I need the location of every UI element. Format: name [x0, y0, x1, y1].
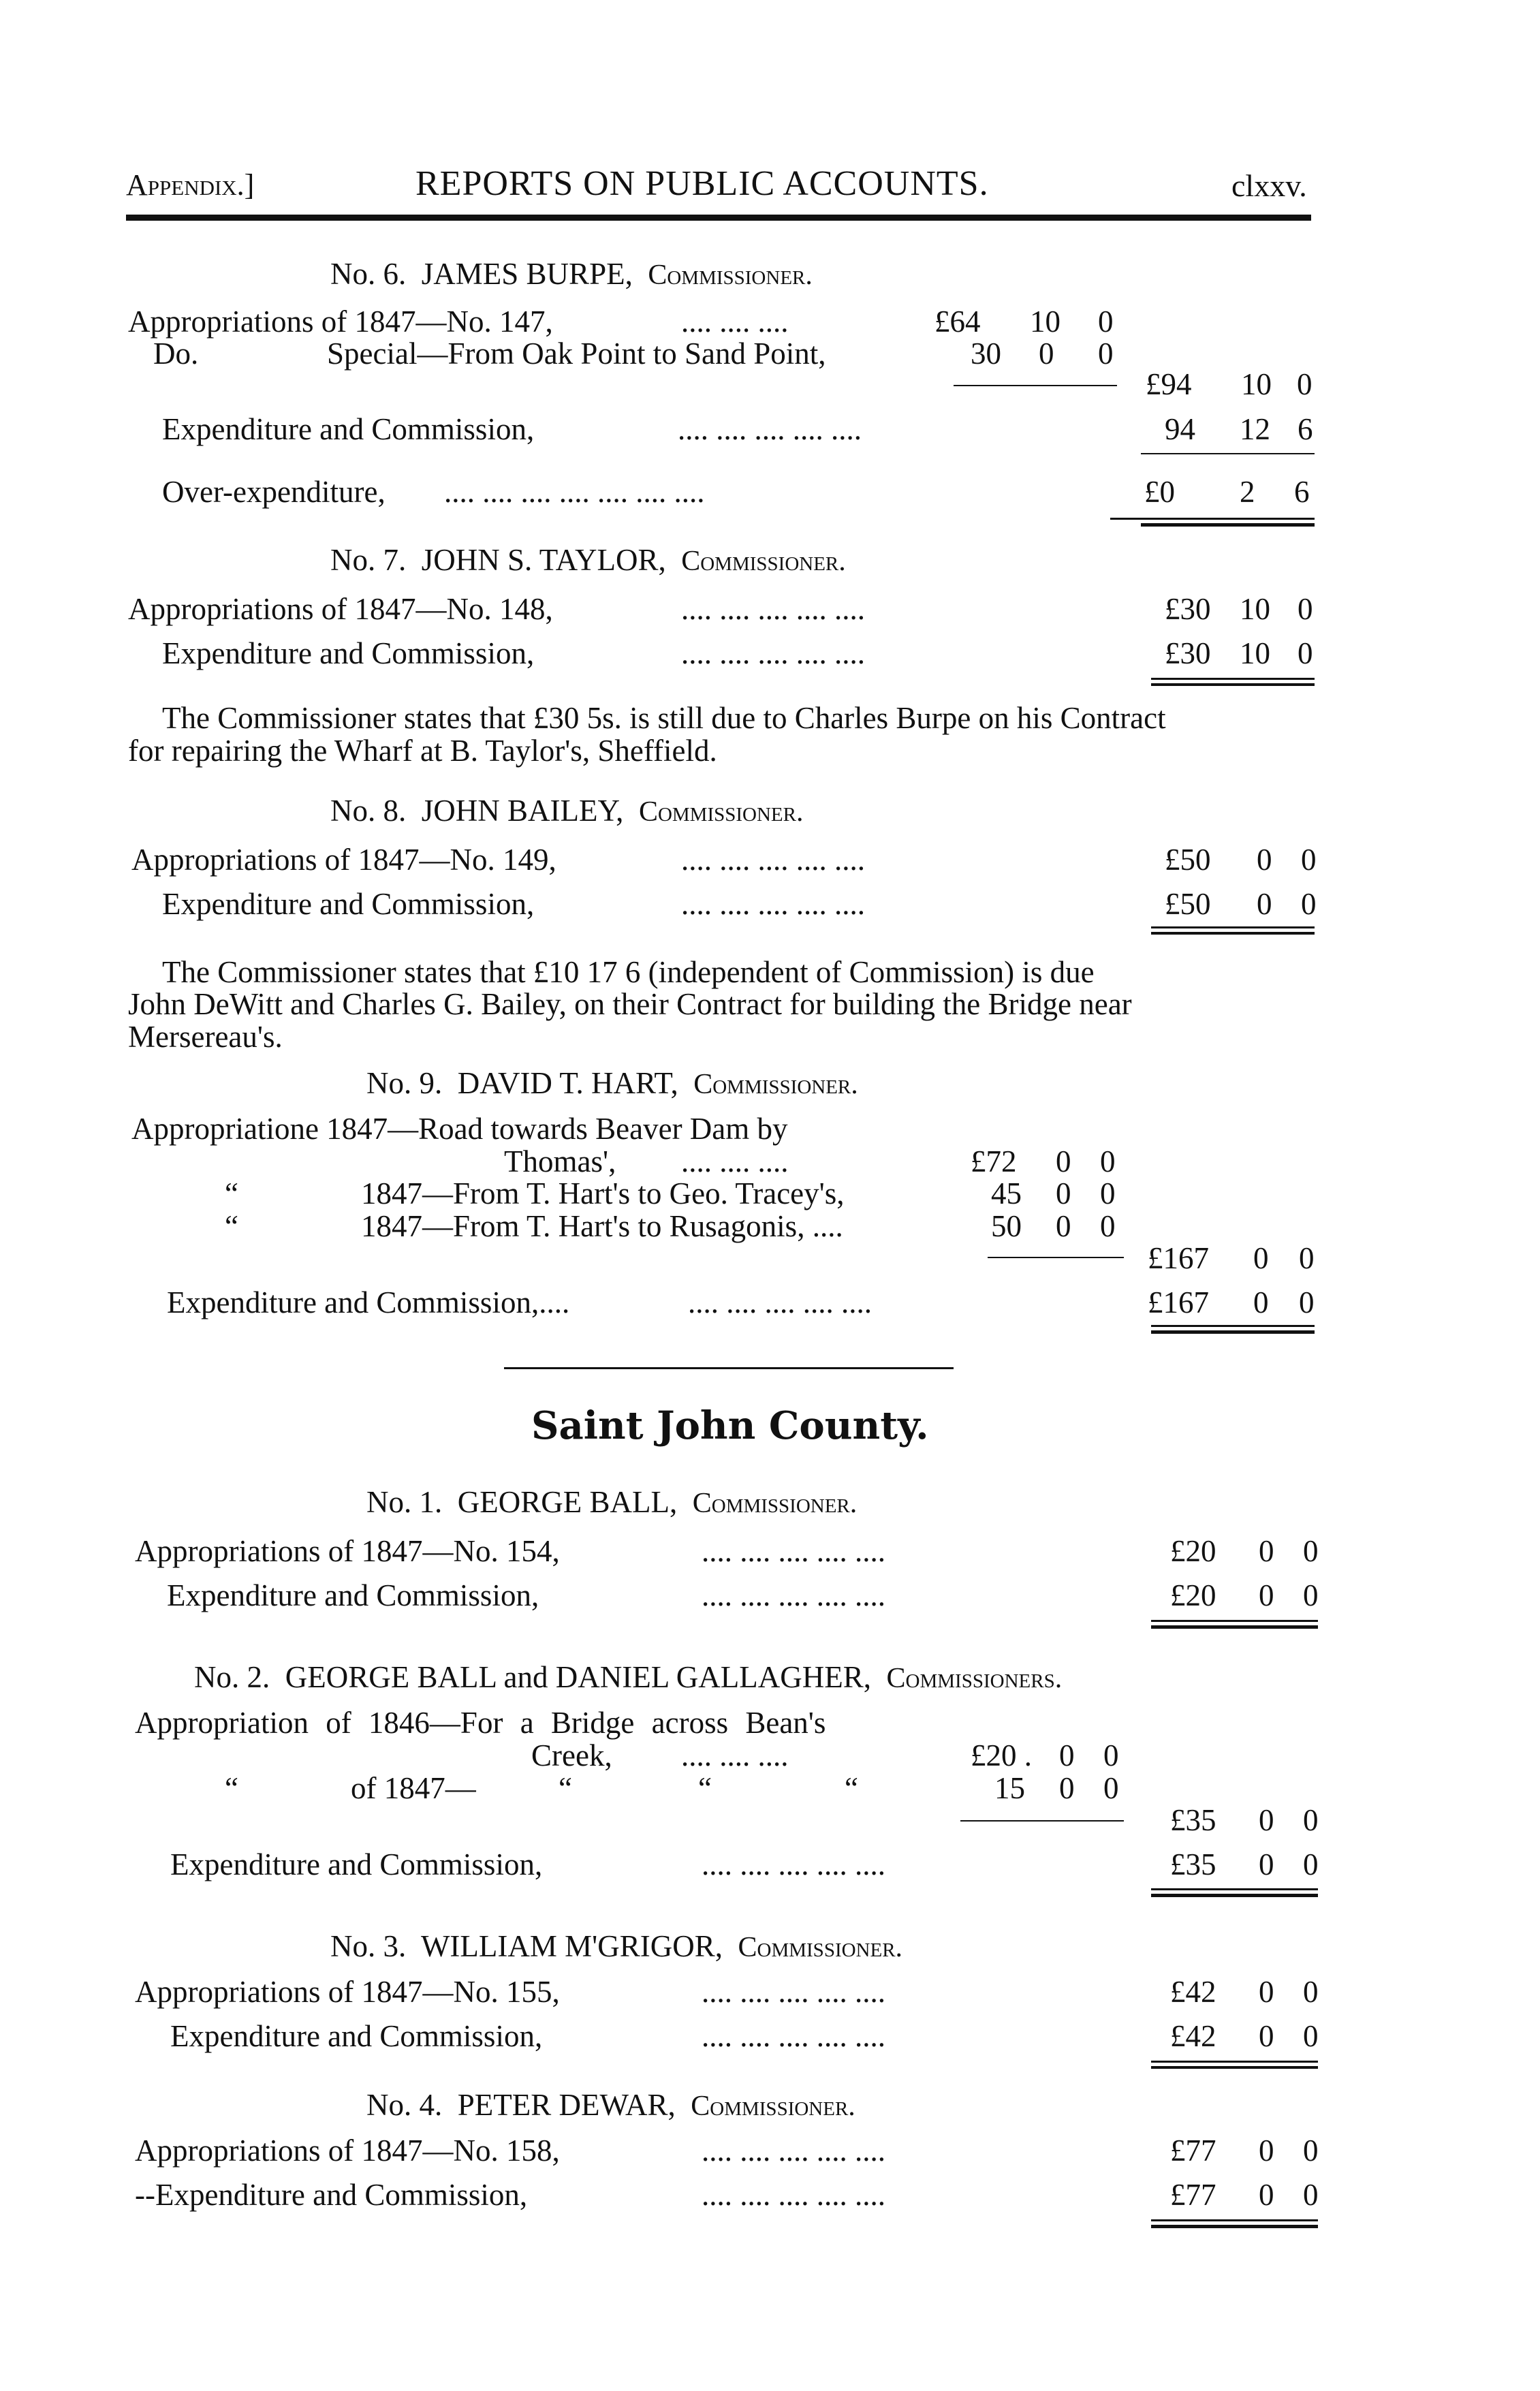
appropriation-continuation: Creek, — [531, 1738, 612, 1772]
expenditure-label: Expenditure and Commission, — [167, 1578, 539, 1612]
leader-dots: .... .... .... — [681, 1738, 789, 1772]
section-divider — [504, 1367, 954, 1369]
commissioner-name: JOHN S. TAYLOR, — [421, 543, 666, 577]
total-amount: £35 0 0 — [1170, 1803, 1319, 1837]
double-rule — [1141, 523, 1315, 527]
double-rule — [1151, 2061, 1318, 2063]
amount: £50 0 0 — [1165, 843, 1317, 877]
leader-dots: .... .... .... .... .... — [702, 2019, 885, 2053]
double-rule — [1151, 2219, 1318, 2221]
ditto-mark: “ — [559, 1771, 572, 1805]
leader-dots: .... .... .... .... .... — [681, 887, 865, 921]
total-amount: £94 10 0 — [1146, 367, 1313, 401]
commissioner-name: JAMES BURPE, — [421, 257, 633, 291]
subtotal-rule — [954, 385, 1117, 386]
expenditure-amount: £167 0 0 — [1148, 1285, 1315, 1319]
section-number: No. 7. — [330, 543, 407, 577]
double-rule — [1151, 926, 1315, 928]
subtotal-rule — [960, 1820, 1124, 1822]
commissioner-role: Commissioner. — [693, 1069, 858, 1100]
appropriation-label: Appropriation of 1846—For a Bridge across Bean's — [135, 1706, 826, 1740]
ditto-label: Do. — [153, 337, 199, 371]
expenditure-label: --Expenditure and Commission, — [135, 2178, 528, 2212]
over-expenditure-label: Over-expenditure, — [162, 475, 386, 509]
rule — [1141, 453, 1315, 454]
double-rule — [1110, 518, 1315, 520]
expenditure-amount: £50 0 0 — [1165, 887, 1317, 921]
leader-dots: .... .... .... .... .... — [681, 592, 865, 626]
appropriation-year: of 1847— — [351, 1771, 476, 1805]
header-page-number: clxxv. — [1231, 168, 1307, 203]
double-rule — [1151, 932, 1315, 935]
section-number: No. 6. — [330, 257, 407, 291]
leader-dots: .... .... .... — [681, 304, 789, 339]
total-amount: £167 0 0 — [1148, 1241, 1315, 1275]
section-number: No. 1. — [366, 1485, 443, 1519]
amount: 50 0 0 — [991, 1209, 1116, 1243]
ditto-mark: “ — [698, 1771, 712, 1805]
leader-dots: .... .... .... .... .... — [678, 412, 862, 446]
section-title-no7 — [330, 545, 846, 576]
section-title-county-no3 — [330, 1931, 902, 1962]
double-rule — [1151, 1894, 1318, 1897]
double-rule — [1151, 1888, 1318, 1890]
commissioner-name: JOHN BAILEY, — [421, 794, 624, 828]
section-title-county-no2 — [194, 1662, 1062, 1693]
commissioner-role: Commissioner. — [691, 2091, 855, 2122]
expenditure-label: Expenditure and Commission, — [162, 412, 535, 446]
commissioner-name: PETER DEWAR, — [457, 2088, 676, 2122]
leader-dots: .... .... .... .... .... — [681, 843, 865, 877]
subtotal-rule — [988, 1257, 1124, 1258]
commissioner-role: Commissioner. — [681, 546, 846, 577]
double-rule — [1151, 678, 1315, 680]
double-rule — [1151, 2225, 1318, 2228]
section-title-no6 — [330, 259, 813, 290]
expenditure-label: Expenditure and Commission,.... — [167, 1285, 570, 1319]
ditto-mark: “ — [225, 1209, 238, 1243]
section-title-no9 — [366, 1068, 858, 1099]
expenditure-label: Expenditure and Commission, — [162, 636, 535, 670]
leader-dots: .... .... .... — [681, 1144, 789, 1178]
header-rule — [126, 215, 1311, 221]
leader-dots: .... .... .... .... .... — [681, 636, 865, 670]
appropriation-label: Appropriations of 1847—No. 155, — [135, 1975, 560, 2009]
note-line: The Commissioner states that £10 17 6 (independent of Commission) is due — [162, 955, 1095, 989]
amount: £72 0 0 — [971, 1144, 1116, 1178]
amount: 45 0 0 — [991, 1176, 1116, 1210]
amount: 15 0 0 — [994, 1771, 1119, 1805]
section-number: No. 3. — [330, 1929, 407, 1963]
commissioner-role: Commissioners. — [886, 1663, 1063, 1694]
expenditure-amount: £42 0 0 — [1170, 2019, 1319, 2053]
expenditure-amount: 94 12 6 — [1165, 412, 1313, 446]
amount: 30 0 0 — [971, 337, 1114, 371]
double-rule — [1151, 1625, 1318, 1629]
appropriation-description: 1847—From T. Hart's to Geo. Tracey's, — [361, 1176, 845, 1210]
appropriation-label: Appropriations of 1847—No. 154, — [135, 1534, 560, 1568]
expenditure-label: Expenditure and Commission, — [162, 887, 535, 921]
section-title-no8 — [330, 796, 803, 826]
ditto-mark: “ — [225, 1771, 238, 1805]
appropriation-description: Special—From Oak Point to Sand Point, — [327, 337, 826, 371]
amount: £30 10 0 — [1165, 592, 1313, 626]
appropriation-label: Appropriations of 1847—No. 149, — [131, 843, 556, 877]
commissioner-role: Commissioner. — [738, 1932, 903, 1963]
note-line: The Commissioner states that £30 5s. is still due to Charles Burpe on his Contract — [162, 701, 1166, 735]
appropriation-description: 1847—From T. Hart's to Rusagonis, .... — [361, 1209, 843, 1243]
double-rule — [1151, 1330, 1315, 1334]
expenditure-label: Expenditure and Commission, — [170, 1847, 543, 1881]
amount: £20 0 0 — [1170, 1534, 1319, 1568]
amount: £77 0 0 — [1170, 2134, 1319, 2168]
section-number: No. 2. — [194, 1660, 270, 1694]
leader-dots: .... .... .... .... .... — [702, 2134, 885, 2168]
double-rule — [1151, 2066, 1318, 2069]
section-number: No. 8. — [330, 794, 407, 828]
ditto-mark: “ — [225, 1176, 238, 1210]
commissioner-name: DAVID T. HART, — [457, 1066, 678, 1100]
amount: £20 . 0 0 — [971, 1738, 1119, 1772]
leader-dots: .... .... .... .... .... — [702, 1975, 885, 2009]
appropriation-continuation: Thomas', — [504, 1144, 616, 1178]
ditto-mark: “ — [845, 1771, 858, 1805]
commissioner-name: GEORGE BALL, — [457, 1485, 678, 1519]
note-line: Mersereau's. — [128, 1020, 283, 1054]
double-rule — [1151, 1620, 1318, 1622]
note-line: for repairing the Wharf at B. Taylor's, Sheffield. — [128, 734, 717, 768]
appropriation-label: Appropriations of 1847—No. 148, — [128, 592, 553, 626]
commissioner-role: Commissioner. — [692, 1488, 858, 1519]
amount: £42 0 0 — [1170, 1975, 1319, 2009]
leader-dots: .... .... .... .... .... .... .... — [444, 475, 705, 509]
double-rule — [1151, 683, 1315, 686]
expenditure-amount: £20 0 0 — [1170, 1578, 1319, 1612]
commissioner-role: Commissioner. — [638, 796, 804, 828]
leader-dots: .... .... .... .... .... — [702, 1578, 885, 1612]
commissioner-name: WILLIAM M'GRIGOR, — [420, 1929, 723, 1963]
expenditure-label: Expenditure and Commission, — [170, 2019, 543, 2053]
double-rule — [1151, 1325, 1315, 1327]
leader-dots: .... .... .... .... .... — [688, 1285, 872, 1319]
over-expenditure-amount: £0 2 6 — [1144, 475, 1310, 509]
appropriation-label: Appropriations of 1847—No. 158, — [135, 2134, 560, 2168]
section-number: No. 9. — [366, 1066, 443, 1100]
county-heading: Saint John County. — [531, 1403, 929, 1448]
section-title-county-no4 — [366, 2090, 855, 2121]
appropriation-label: Appropriatione 1847—Road towards Beaver Dam by — [131, 1112, 788, 1146]
commissioner-role: Commissioner. — [648, 260, 813, 291]
section-title-county-no1 — [366, 1487, 857, 1518]
leader-dots: .... .... .... .... .... — [702, 2178, 885, 2212]
expenditure-amount: £35 0 0 — [1170, 1847, 1319, 1881]
expenditure-amount: £30 10 0 — [1165, 636, 1313, 670]
note-line: John DeWitt and Charles G. Bailey, on their Contract for building the Bridge near — [128, 987, 1132, 1021]
section-number: No. 4. — [366, 2088, 443, 2122]
expenditure-amount: £77 0 0 — [1170, 2178, 1319, 2212]
leader-dots: .... .... .... .... .... — [702, 1534, 885, 1568]
commissioner-name: GEORGE BALL and DANIEL GALLAGHER, — [285, 1660, 872, 1694]
appropriation-label: Appropriations of 1847—No. 147, — [128, 304, 553, 339]
leader-dots: .... .... .... .... .... — [702, 1847, 885, 1881]
header-title: REPORTS ON PUBLIC ACCOUNTS. — [415, 164, 989, 203]
header-left: Appendix.] — [126, 168, 255, 202]
amount: £64 10 0 — [934, 304, 1114, 339]
